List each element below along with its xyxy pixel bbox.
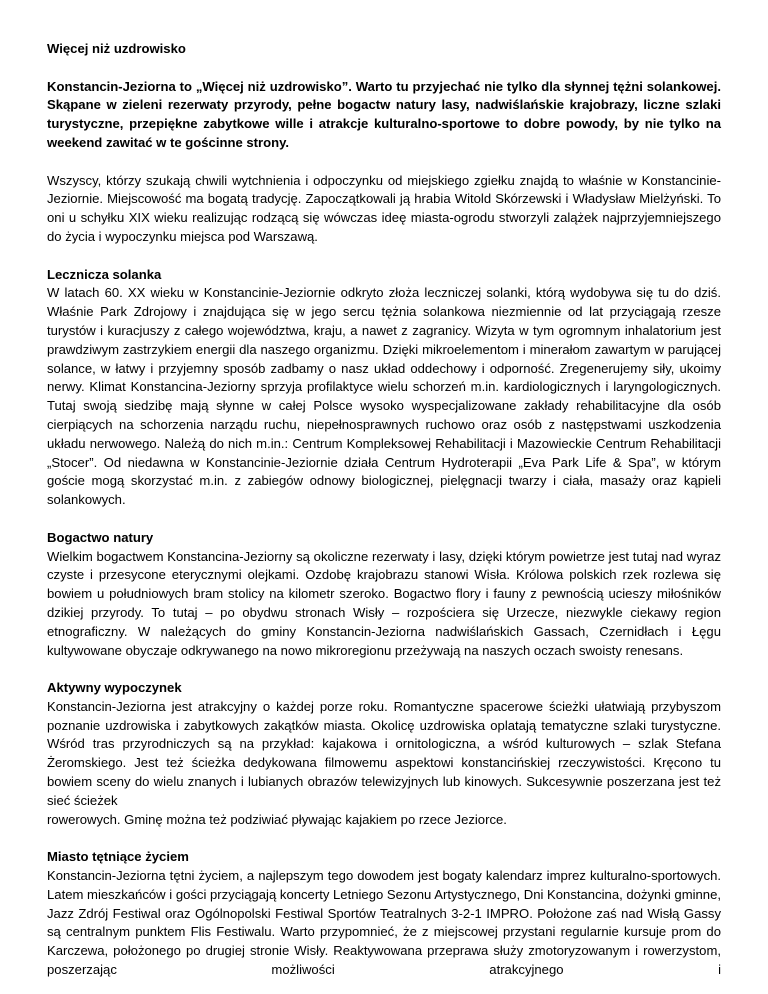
document-page xyxy=(47,40,721,980)
section-heading: Bogactwo natury xyxy=(47,529,154,545)
section-heading: Miasto tętniące życiem xyxy=(47,849,189,865)
section-paragraph-continued: rowerowych. Gminę można też podziwiać pływając kajakiem po rzece Jeziorce. xyxy=(47,811,507,827)
section-paragraph: Konstancin-Jeziorna tętni życiem, a najlepszym tego dowodem jest bogaty kalendarz imprez kulturalno-sportowych. Latem mieszkańców i gości przyciągają koncerty Letniego Sezonu Artystycznego, Dni Konstancina, dożynki gminne, Jazz Zdrój Festiwal oraz Ogólnopolski Festiwal Sportów Teatralnych 3-2-1 IMPRO. Położone zaś nad Wisłą Gassy są centralnym punktem Flis Festiwalu. Warto przypomnieć, że z miejscowej przystani regularnie kursuje prom do Karczewa, położonego po drugiej stronie Wisły. Reaktywowana przeprawa służy zmotoryzowanym i rowerzystom, poszerzając możliwości atrakcyjnego i xyxy=(47,868,721,978)
section-paragraph: Konstancin-Jeziorna jest atrakcyjny o każdej porze roku. Romantyczne spacerowe ścieżki ułatwiają przybyszom poznanie uzdrowiska i zabytkowych zakątków miasta. Okolicę uzdrowiska oplatają tematyczne szlaki turystyczne. Wśród tras przyrodniczych są na przykład: kajakowa i ornitologiczna, a wśród kulturowych – szlak Stefana Żeromskiego. Jest też ścieżka dedykowana filmowemu aspektowi konstancińskiej rzeczywistości. Kręcono tu bowiem sceny do wielu znanych i lubianych obrazów telewizyjnych lub kinowych. Sukcesywnie poszerzana jest też sieć ścieżek xyxy=(47,698,721,808)
spacer xyxy=(47,247,721,266)
spacer xyxy=(47,510,721,529)
section-paragraph: Wielkim bogactwem Konstancina-Jeziorny są okoliczne rezerwaty i lasy, dzięki którym powietrze jest tutaj nad wyraz czyste i przesycone eterycznymi olejkami. Ozdobę krajobrazu stanowi Wisła. Królowa polskich rzek rozlewa się bowiem u południowych bram stolicy na kilometr szeroko. Bogactwo flory i fauny z pewnością ucieszy miłośników dzikiej przyrody. To tutaj – po obydwu stronach Wisły – rozpościera się Urzecze, niezwykle ciekawy region etnograficzny. W należących do gminy Konstancin-Jeziorna nadwiślańskich Gassach, Czernidłach i Łęgu kultywowane obyczaje odkrywanego na nowo mikroregionu przeżywają na naszych oczach swoisty renesans. xyxy=(47,548,721,658)
section-lecznicza-solanka xyxy=(47,266,721,510)
intro-paragraph: Wszyscy, którzy szukają chwili wytchnienia i odpoczynku od miejskiego zgiełku znajdą to właśnie w Konstancinie-Jeziornie. Miejscowość ma bogatą tradycję. Zapoczątkowali ją hrabia Witold Skórzewski i Władysław Mielżyński. To oni u schyłku XIX wieku realizując rodzącą się wówczas ideę miasta-ogrodu stworzyli zalążek najprzyjemniejszego do życia i wypoczynku miejsca pod Warszawą. xyxy=(47,172,721,244)
section-paragraph: W latach 60. XX wieku w Konstancinie-Jeziornie odkryto złoża leczniczej solanki, którą wydobywa się tu do dziś. Właśnie Park Zdrojowy i znajdująca się w jego sercu tężnia solankowa niezmiennie od lat przyciągają rzesze turystów i kuracjuszy z całego województwa, kraju, a nawet z zagranicy. Wizyta w tym ogromnym inhalatorium jest prawdziwym zastrzykiem energii dla naszego organizmu. Dzięki mikroelementom i minerałom zawartym w parującej solance, w łatwy i przyjemny sposób zadbamy o nasz układ oddechowy i odporność. Zregenerujemy siły, ukoimy nerwy. Klimat Konstancina-Jeziorny sprzyja profilaktyce wielu schorzeń m.in. kardiologicznych i laryngologicznych. Tutaj swoją siedzibę mają słynne w całej Polsce wysoko wyspecjalizowane zakłady rehabilitacyjne dla osób cierpiących na schorzenia narządu ruchu, niepełnosprawnych ruchowo oraz osób z następstwami uszkodzenia układu nerwowego. Należą do nich m.in.: Centrum Kompleksowej Rehabilitacji i Mazowieckie Centrum Rehabilitacji „Stocer”. Od niedawna w Konstancinie-Jeziornie działa Centrum Hydroterapii „Eva Park Life & Spa”, w którym goście mogą skorzystać m.in. z zabiegów odnowy biologicznej, pielęgnacji twarzy i ciała, masaży oraz kąpieli solankowych. xyxy=(47,285,721,508)
section-miasto-tetniace-zyciem xyxy=(47,848,721,980)
spacer xyxy=(47,660,721,679)
section-aktywny-wypoczynek xyxy=(47,679,721,829)
section-heading: Lecznicza solanka xyxy=(47,266,162,282)
spacer xyxy=(47,829,721,848)
section-heading: Aktywny wypoczynek xyxy=(47,680,182,696)
spacer xyxy=(47,59,721,78)
spacer xyxy=(47,153,721,172)
document-title: Więcej niż uzdrowisko xyxy=(47,41,186,56)
section-bogactwo-natury xyxy=(47,529,721,661)
lead-paragraph: Konstancin-Jeziorna to „Więcej niż uzdrowisko”. Warto tu przyjechać nie tylko dla słynnej tężni solankowej. Skąpane w zieleni rezerwaty przyrody, pełne bogactw natury lasy, nadwiślańskie krajobrazy, liczne szlaki turystyczne, przepiękne zabytkowe wille i atrakcje kulturalno-sportowe to dobre powody, by nie tylko na weekend zawitać w te gościnne strony. xyxy=(47,78,721,150)
